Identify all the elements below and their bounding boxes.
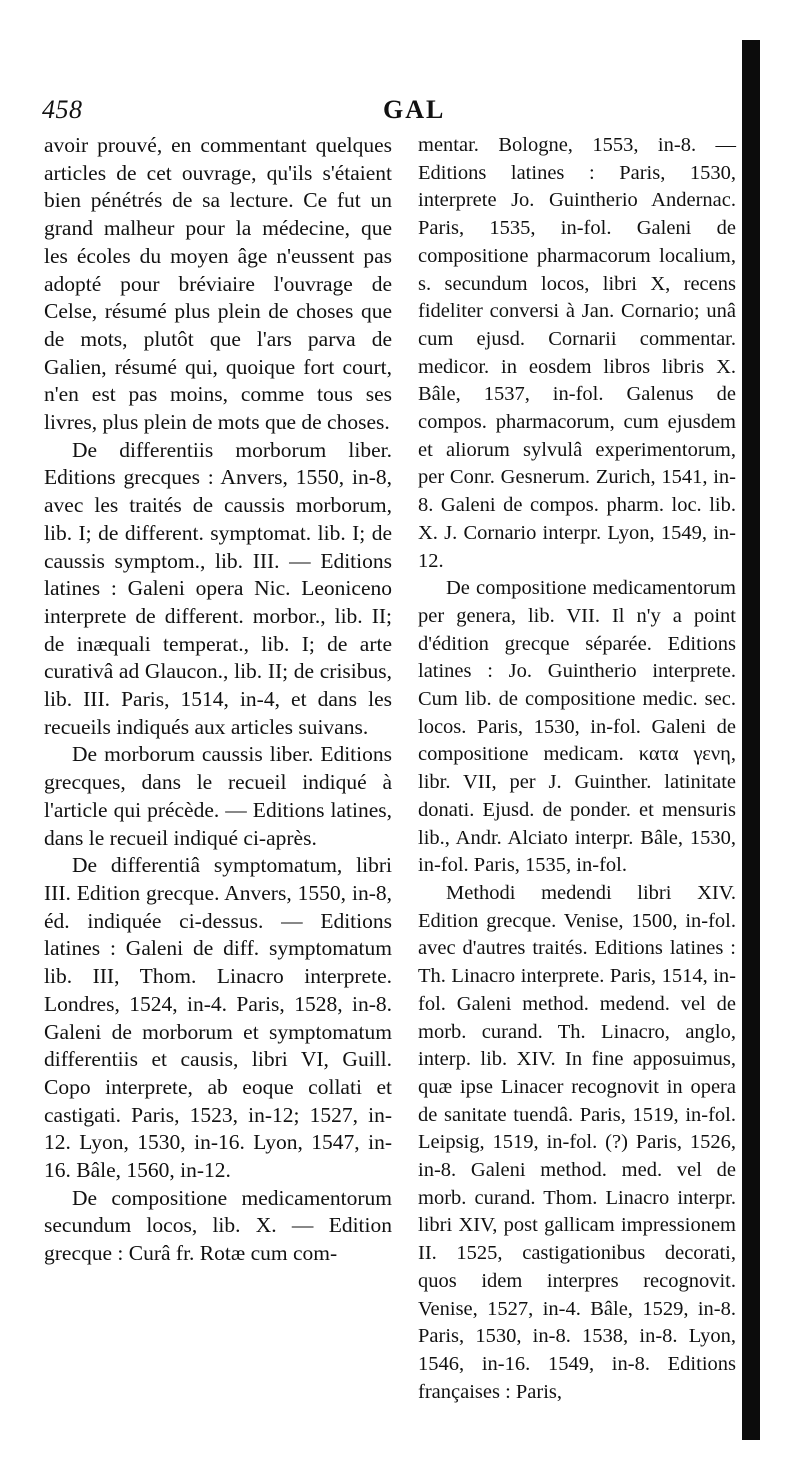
- left-paragraph-3: De morborum caussis liber. Editions grecques, dans le recueil indiqué à l'article qui précède. — Editions latines, dans le recueil indiqué ci-après.: [44, 742, 392, 850]
- left-paragraph-5: De compositione medicamentorum secundum locos, lib. X. — Edition grecque : Curâ fr. Rotæ cum com-: [44, 1185, 392, 1266]
- right-paragraph-3: Methodi medendi libri XIV. Edition grecque. Venise, 1500, in-fol. avec d'autres traités. Editions latines : Th. Linacro interprete. Paris, 1514, in-fol. Galeni method. medend. vel de morb. curand. Th. Linacro, anglo, interp. lib. XIV. In fine apposuimus, quæ ipse Linacer recognovit in opera de sanitate tuendâ. Paris, 1519, in-fol. Leipsig, 1519, in-fol. (?) Paris, 1526, in-8. Galeni method. med. vel de morb. curand. Thom. Linacro interpr. libri XIV, post gallicam impressionem II. 1525, castigationibus decorati, quos idem interpres recognovit. Venise, 1527, in-4. Bâle, 1529, in-8. Paris, 1530, in-8. 1538, in-8. Lyon, 1546, in-16. 1549, in-8. Editions françaises : Paris,: [418, 881, 736, 1403]
- page-number: 458: [42, 95, 83, 124]
- running-headword: GAL: [383, 95, 446, 124]
- left-paragraph-1: avoir prouvé, en commentant quelques articles de cet ouvrage, qu'ils s'étaient bien pénétrés de sa lecture. Ce fut un grand malheur pour la médecine, que les écoles du moyen âge n'eussent pas adopté pour bréviaire l'ouvrage de Celse, résumé plus plein de choses que de mots, plutôt que l'ars parva de Galien, résumé qui, quoique fort court, n'en est pas moins, comme tous ses livres, plus plein de mots que de choses.: [44, 133, 392, 435]
- scan-binding-edge: [742, 40, 760, 1440]
- right-paragraph-1: mentar. Bologne, 1553, in-8. — Editions latines : Paris, 1530, interprete Jo. Guintherio Andernac. Paris, 1535, in-fol. Galeni de compositione pharmacorum localium, s. secundum locos, libri X, recens fideliter conversi à Jan. Cornario; unâ cum ejusd. Cornarii commentar. medicor. in eosdem libros libris X. Bâle, 1537, in-fol. Galenus de compos. pharmacorum, cum ejusdem et aliorum sylvulâ experimentorum, per Conr. Gesnerum. Zurich, 1541, in-8. Galeni de compos. pharm. loc. lib. X. J. Cornario interpr. Lyon, 1549, in-12.: [418, 134, 736, 572]
- left-paragraph-2: De differentiis morborum liber. Editions grecques : Anvers, 1550, in-8, avec les traités de caussis morborum, lib. I; de different. symptomat. lib. I; de caussis symptom., lib. III. — Editions latines : Galeni opera Nic. Leoniceno interprete de different. morbor., lib. II; de inæquali temperat., lib. I; de arte curativâ ad Glaucon., lib. II; de crisibus, lib. III. Paris, 1514, in-4, et dans les recueils indiqués aux articles suivans.: [44, 437, 392, 739]
- right-paragraph-2: De compositione medicamentorum per genera, lib. VII. Il n'y a point d'édition grecque séparée. Editions latines : Jo. Guintherio interprete. Cum lib. de compositione medic. sec. locos. Paris, 1530, in-fol. Galeni de compositione medicam. κατα γενη, libr. VII, per J. Guinther. latinitate donati. Ejusd. de ponder. et mensuris lib., Andr. Alciato interpr. Bâle, 1530, in-fol. Paris, 1535, in-fol.: [418, 577, 736, 877]
- left-paragraph-4: De differentiâ symptomatum, libri III. Edition grecque. Anvers, 1550, in-8, éd. indiquée ci-dessus. — Editions latines : Galeni de diff. symptomatum lib. III, Thom. Linacro interprete. Londres, 1524, in-4. Paris, 1528, in-8. Galeni de morborum et symptomatum differentiis et causis, libri VI, Guill. Copo interprete, ab eoque collati et castigati. Paris, 1523, in-12; 1527, in-12. Lyon, 1530, in-16. Lyon, 1547, in-16. Bâle, 1560, in-12.: [44, 853, 392, 1183]
- left-column: [44, 132, 392, 1268]
- right-column: [418, 132, 736, 1406]
